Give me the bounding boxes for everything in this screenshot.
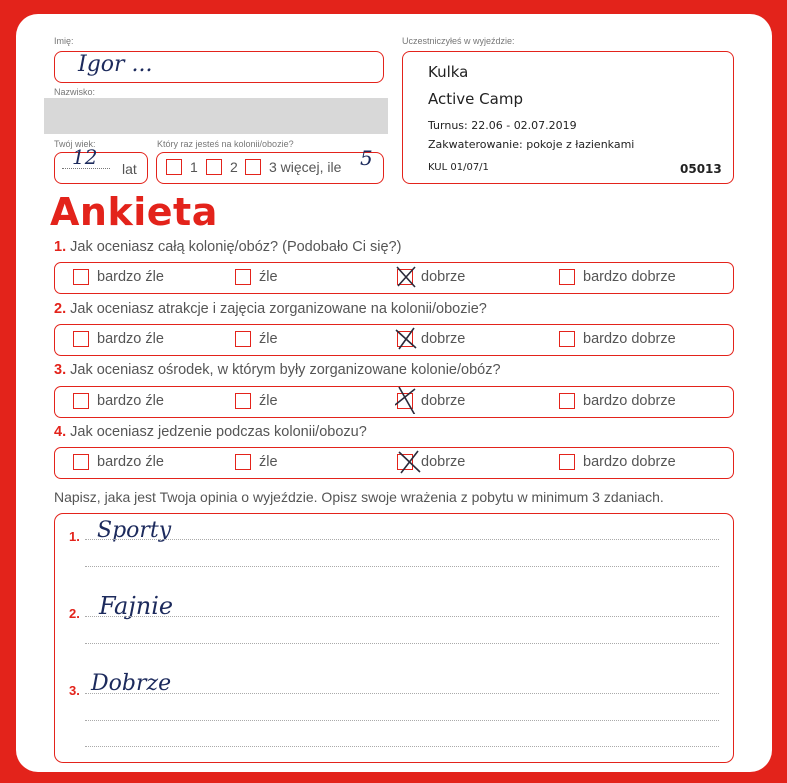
q2-option-bardzo-zle[interactable]: bardzo źle bbox=[73, 331, 164, 347]
question-2-text: 2. Jak oceniasz atrakcje i zajęcia zorganizowane na kolonii/obozie? bbox=[54, 301, 487, 317]
q2-checkbox-bardzo-zle[interactable] bbox=[73, 331, 89, 347]
opinion-line bbox=[85, 539, 719, 540]
name-label: Imię: bbox=[54, 36, 74, 46]
opinion-line bbox=[85, 643, 719, 644]
opinion-prompt: Napisz, jaka jest Twoja opinia o wyjeździe. Opisz swoje wrażenia z pobytu w minimum 3 zdaniach. bbox=[54, 489, 664, 505]
times-label: Który raz jesteś na kolonii/obozie? bbox=[157, 139, 294, 149]
q3-option-bardzo-zle[interactable]: bardzo źle bbox=[73, 393, 164, 409]
q3-option-bardzo-dobrze[interactable]: bardzo dobrze bbox=[559, 393, 676, 409]
survey-title: Ankieta bbox=[50, 190, 218, 234]
age-unit: lat bbox=[122, 161, 137, 177]
times-option-3[interactable]: 3 więcej, ile bbox=[245, 159, 341, 175]
question-3-options bbox=[54, 386, 734, 418]
opinion-entry-3: Dobrze bbox=[91, 671, 172, 696]
q4-option-bardzo-dobrze[interactable]: bardzo dobrze bbox=[559, 454, 676, 470]
opinion-number-1: 1. bbox=[69, 529, 80, 544]
camp-code: KUL 01/07/1 bbox=[428, 162, 489, 173]
camp-accommodation: Zakwaterowanie: pokoje z łazienkami bbox=[428, 138, 635, 151]
q3-option-zle[interactable]: źle bbox=[235, 393, 278, 409]
times-option-1[interactable]: 1 bbox=[166, 159, 198, 175]
q4-option-bardzo-zle[interactable]: bardzo źle bbox=[73, 454, 164, 470]
q2-checkbox-bardzo-dobrze[interactable] bbox=[559, 331, 575, 347]
camp-name: Kulka bbox=[428, 63, 469, 81]
question-3-text: 3. Jak oceniasz ośrodek, w którym były zorganizowane kolonie/obóz? bbox=[54, 362, 501, 378]
q4-check-mark-icon bbox=[395, 450, 423, 474]
camp-turnus: Turnus: 22.06 - 02.07.2019 bbox=[428, 119, 577, 132]
camp-number: 05013 bbox=[680, 162, 722, 176]
q2-checkbox-dobrze[interactable] bbox=[397, 331, 413, 347]
opinion-number-2: 2. bbox=[69, 606, 80, 621]
q2-option-bardzo-dobrze[interactable]: bardzo dobrze bbox=[559, 331, 676, 347]
question-4-text: 4. Jak oceniasz jedzenie podczas kolonii/obozu? bbox=[54, 424, 367, 440]
q1-option-bardzo-zle[interactable]: bardzo źle bbox=[73, 269, 164, 285]
opinion-entry-1: Sporty bbox=[97, 518, 172, 543]
opinion-line bbox=[85, 720, 719, 721]
question-2-options bbox=[54, 324, 734, 356]
q1-option-zle[interactable]: źle bbox=[235, 269, 278, 285]
q4-option-dobrze[interactable]: dobrze bbox=[397, 454, 465, 470]
q3-check-mark-icon bbox=[395, 380, 417, 414]
age-label: Twój wiek: bbox=[54, 139, 96, 149]
q1-check-mark-icon bbox=[395, 265, 417, 289]
question-1-options bbox=[54, 262, 734, 294]
camp-program: Active Camp bbox=[428, 90, 523, 108]
q1-checkbox-bardzo-zle[interactable] bbox=[73, 269, 89, 285]
times-checkbox-2[interactable] bbox=[206, 159, 222, 175]
q1-option-dobrze[interactable]: dobrze bbox=[397, 269, 465, 285]
q3-checkbox-bardzo-zle[interactable] bbox=[73, 393, 89, 409]
opinion-entry-2: Fajnie bbox=[99, 592, 174, 620]
participant-label: Uczestniczyłeś w wyjeździe: bbox=[402, 36, 515, 46]
age-value: 12 bbox=[72, 145, 98, 169]
question-4-options bbox=[54, 447, 734, 479]
times-checkbox-3[interactable] bbox=[245, 159, 261, 175]
q1-option-bardzo-dobrze[interactable]: bardzo dobrze bbox=[559, 269, 676, 285]
opinion-box[interactable] bbox=[54, 513, 734, 763]
q3-checkbox-bardzo-dobrze[interactable] bbox=[559, 393, 575, 409]
opinion-number-3: 3. bbox=[69, 683, 80, 698]
q4-checkbox-bardzo-zle[interactable] bbox=[73, 454, 89, 470]
q1-checkbox-bardzo-dobrze[interactable] bbox=[559, 269, 575, 285]
opinion-line bbox=[85, 566, 719, 567]
opinion-line bbox=[85, 693, 719, 694]
q2-option-dobrze[interactable]: dobrze bbox=[397, 331, 465, 347]
times-value: 5 bbox=[360, 146, 373, 170]
question-1-text: 1. Jak oceniasz całą kolonię/obóz? (Podobało Ci się?) bbox=[54, 239, 402, 255]
times-checkbox-1[interactable] bbox=[166, 159, 182, 175]
q4-option-zle[interactable]: źle bbox=[235, 454, 278, 470]
times-option-2[interactable]: 2 bbox=[206, 159, 238, 175]
surname-redaction bbox=[44, 98, 388, 134]
q4-checkbox-zle[interactable] bbox=[235, 454, 251, 470]
q3-option-dobrze[interactable]: dobrze bbox=[397, 393, 465, 409]
q1-checkbox-zle[interactable] bbox=[235, 269, 251, 285]
q4-checkbox-dobrze[interactable] bbox=[397, 454, 413, 470]
q3-checkbox-zle[interactable] bbox=[235, 393, 251, 409]
name-value: Igor ... bbox=[78, 52, 153, 77]
opinion-line bbox=[85, 616, 719, 617]
surname-label: Nazwisko: bbox=[54, 87, 96, 97]
opinion-line bbox=[85, 746, 719, 747]
q2-check-mark-icon bbox=[395, 327, 417, 351]
q2-checkbox-zle[interactable] bbox=[235, 331, 251, 347]
q4-checkbox-bardzo-dobrze[interactable] bbox=[559, 454, 575, 470]
q3-checkbox-dobrze[interactable] bbox=[397, 393, 413, 409]
q1-checkbox-dobrze[interactable] bbox=[397, 269, 413, 285]
q2-option-zle[interactable]: źle bbox=[235, 331, 278, 347]
